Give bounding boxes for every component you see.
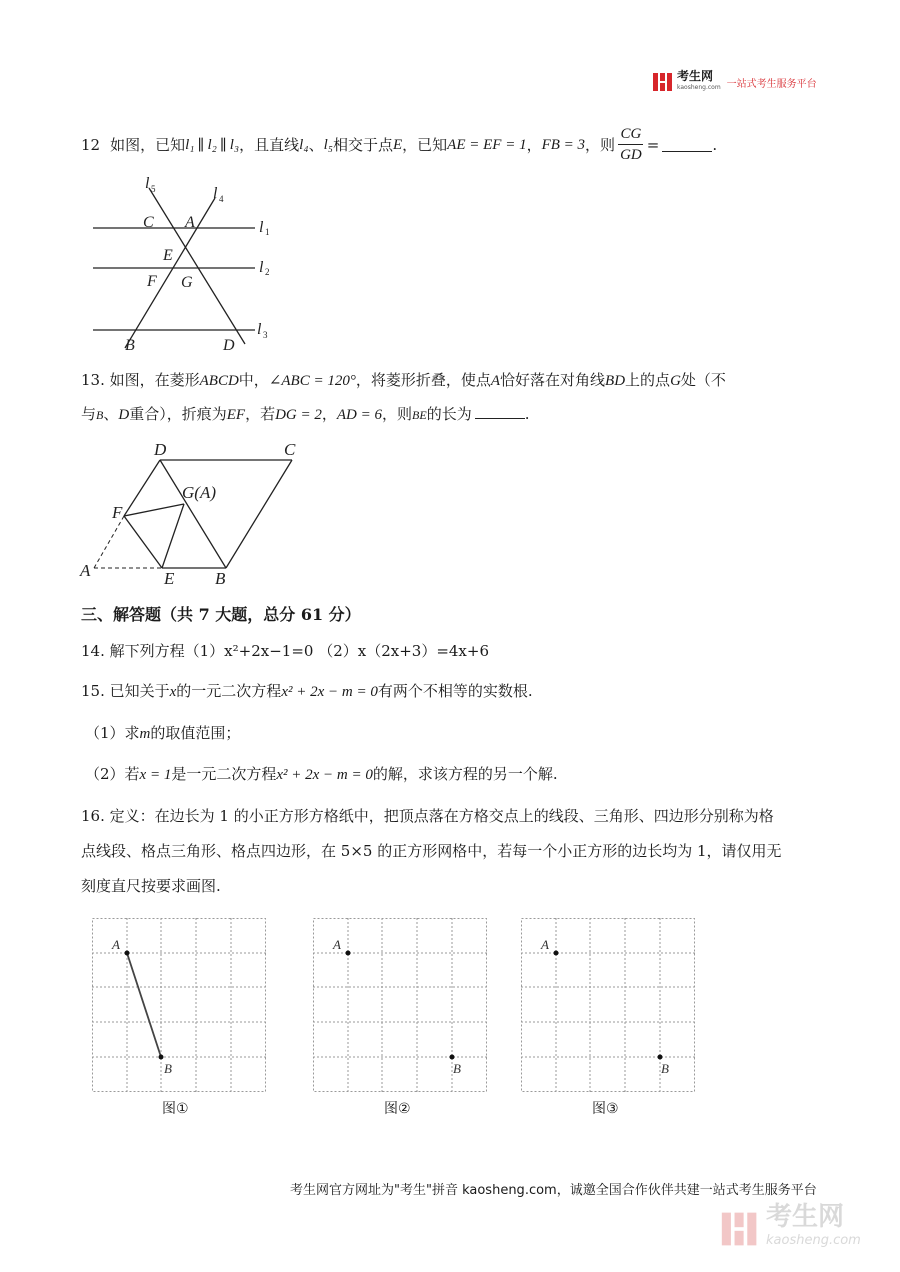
q13-t8: 、 (103, 405, 119, 423)
q12-parallel-2: ∥ (219, 135, 227, 154)
q13-t12: ，则 (382, 405, 413, 423)
q13-dg: DG = 2 (275, 407, 322, 423)
q15-p2-t1: （2）若 (85, 765, 140, 783)
fig13-label-d: D (154, 440, 167, 459)
q12-text-1: 如图，已知 (110, 135, 186, 154)
q13-angle: ∠ABC = 120° (268, 373, 356, 389)
q13-t2: 中， (238, 371, 269, 389)
q13-t4: 恰好落在对角线 (500, 371, 606, 389)
q15-p1-t1: （1）求 (85, 724, 140, 742)
fig12-label-l1: l (259, 219, 264, 236)
question-16-line-2: 点线段、格点三角形、格点四边形，在 5×5 的正方形网格中，若每一个小正方形的边长均为 1，请仅用无 (81, 842, 782, 860)
fig12-label-l2: l (259, 259, 264, 276)
fig13-label-c: C (284, 440, 296, 459)
q13-end: . (524, 405, 530, 423)
q12-end: . (712, 135, 718, 154)
q12-parallel-lines-figure (85, 172, 285, 357)
q13-t11: ， (321, 405, 337, 423)
q15-eq: x² + 2x − m = 0 (281, 684, 378, 700)
q12-l1: l₁ (185, 136, 195, 153)
q13-ef: EF (226, 407, 246, 423)
q15-m: m (139, 726, 151, 742)
q13-answer-blank[interactable] (475, 404, 525, 419)
q12-l2: l₂ (207, 136, 217, 153)
q15-eq-2: x² + 2x − m = 0 (276, 767, 373, 783)
q12-l5: l₅ (323, 136, 333, 153)
q15-x: x (169, 684, 177, 700)
q12-number: 12 (81, 135, 101, 154)
watermark (720, 1202, 861, 1253)
q13-t3: ，将菱形折叠，使点 (355, 371, 491, 389)
watermark-logo-icon (720, 1206, 760, 1252)
q13-a: A (490, 373, 501, 389)
q12-numerator: CG (618, 124, 643, 145)
q13-bd: BD (605, 373, 626, 389)
grid2-label-a: A (333, 937, 341, 952)
grid2-label-b: B (453, 1061, 461, 1076)
grid-figure-2 (313, 918, 488, 1093)
grid1-label-b: B (164, 1061, 172, 1076)
logo-domain: kaosheng.com (677, 84, 721, 91)
q13-t7: 与 (81, 405, 97, 423)
fig12-label-g: G (181, 274, 193, 291)
q15-p2-t3: 的解，求该方程的另一个解. (372, 765, 558, 783)
header-slogan: 一站式考生服务平台 (726, 78, 817, 90)
fig12-sub-1: 1 (265, 227, 270, 237)
question-13-line-2 (81, 403, 530, 426)
q13-t6: 处（不 (680, 371, 726, 389)
fig12-label-b: B (125, 337, 135, 354)
fig13-label-a: A (80, 561, 91, 580)
fig12-label-f: F (147, 273, 157, 290)
grid-figure-1 (92, 918, 267, 1093)
q12-denominator: GD (620, 147, 642, 163)
question-13-line-1 (81, 369, 726, 392)
footer-text: 考生网官方网址为"考生"拼音 kaosheng.com，诚邀全国合作伙伴共建一站式考生服务平台 (290, 1183, 817, 1198)
q12-answer-blank[interactable] (662, 137, 712, 152)
logo-name: 考生网 (677, 69, 714, 83)
fig13-label-f: F (112, 503, 123, 522)
q13-be: BE (412, 408, 427, 422)
q15-t2: 的一元二次方程 (176, 682, 282, 700)
q12-text-3: 、 (308, 135, 324, 154)
q12-ae-ef: AE = EF = 1 (447, 136, 527, 153)
q15-x1: x = 1 (139, 767, 172, 783)
question-15-part-2 (85, 763, 558, 786)
watermark-name: 考生网 (766, 1202, 845, 1232)
q12-text-2: ，且直线 (239, 135, 300, 154)
q12-parallel-1: ∥ (197, 135, 205, 154)
grid3-label-a: A (541, 937, 549, 952)
q13-b: B (96, 408, 104, 422)
fig12-label-l5: l (145, 175, 150, 192)
q13-t13: 的长为 (426, 405, 472, 423)
q13-t9: 重合），折痕为 (129, 405, 227, 423)
fig12-sub-4: 4 (219, 194, 224, 204)
watermark-domain: kaosheng.com (766, 1233, 861, 1248)
q12-equals: = (646, 135, 660, 154)
q12-text-5: ，已知 (402, 135, 448, 154)
q13-abcd: ABCD (199, 373, 239, 389)
section-3-title: 三、解答题（共 7 大题，总分 61 分） (81, 605, 361, 624)
q15-p2-t2: 是一元二次方程 (171, 765, 277, 783)
q13-t5: 上的点 (625, 371, 671, 389)
fig12-label-e: E (163, 247, 173, 264)
fig12-label-d: D (223, 337, 235, 354)
header-logo[interactable] (652, 71, 817, 93)
q12-fb: FB = 3 (541, 136, 586, 153)
grid-caption-3: 图③ (592, 1101, 619, 1117)
fig12-sub-5: 5 (151, 184, 156, 194)
q12-l4: l₄ (299, 136, 309, 153)
q12-point-e: E (392, 136, 403, 153)
fig12-sub-2: 2 (265, 267, 270, 277)
fig13-label-b: B (215, 569, 226, 586)
q12-text-4: 相交于点 (332, 135, 393, 154)
fig12-label-a: A (185, 214, 195, 231)
question-15-part-1 (85, 722, 240, 745)
question-16-line-3: 刻度直尺按要求画图. (81, 877, 221, 895)
fig12-label-l4: l (213, 185, 218, 202)
q13-g: G (670, 373, 681, 389)
fig12-sub-3: 3 (263, 330, 268, 340)
fig12-label-c: C (143, 214, 154, 231)
question-12 (81, 124, 717, 165)
q15-p1-t2: 的取值范围； (150, 724, 241, 742)
grid-figure-3 (521, 918, 696, 1093)
q15-t1: 15. 已知关于 (81, 682, 170, 700)
q12-text-6: ， (526, 135, 542, 154)
brand-logo-icon (652, 71, 674, 93)
question-15 (81, 680, 533, 703)
q13-d: D (118, 407, 130, 423)
fig12-label-l3: l (257, 321, 262, 338)
q12-fraction (618, 124, 644, 165)
grid1-label-a: A (112, 937, 120, 952)
q12-text-7: ，则 (585, 135, 616, 154)
q13-rhombus-figure (78, 436, 318, 586)
fig13-label-g: G(A) (182, 483, 216, 502)
question-14: 14. 解下列方程（1）x²+2x−1=0 （2）x（2x+3）=4x+6 (81, 642, 490, 660)
grid-caption-1: 图① (162, 1101, 189, 1117)
question-16-line-1: 16. 定义：在边长为 1 的小正方形方格纸中，把顶点落在方格交点上的线段、三角形、四边形分别称为格 (81, 807, 774, 825)
fig13-label-e: E (164, 569, 175, 586)
grid3-label-b: B (661, 1061, 669, 1076)
q13-t1: 13. 如图，在菱形 (81, 371, 200, 389)
q12-l3: l₃ (229, 136, 240, 153)
q15-t3: 有两个不相等的实数根. (377, 682, 533, 700)
q13-ad: AD = 6 (336, 407, 383, 423)
q13-t10: ，若 (245, 405, 276, 423)
grid-caption-2: 图② (384, 1101, 411, 1117)
